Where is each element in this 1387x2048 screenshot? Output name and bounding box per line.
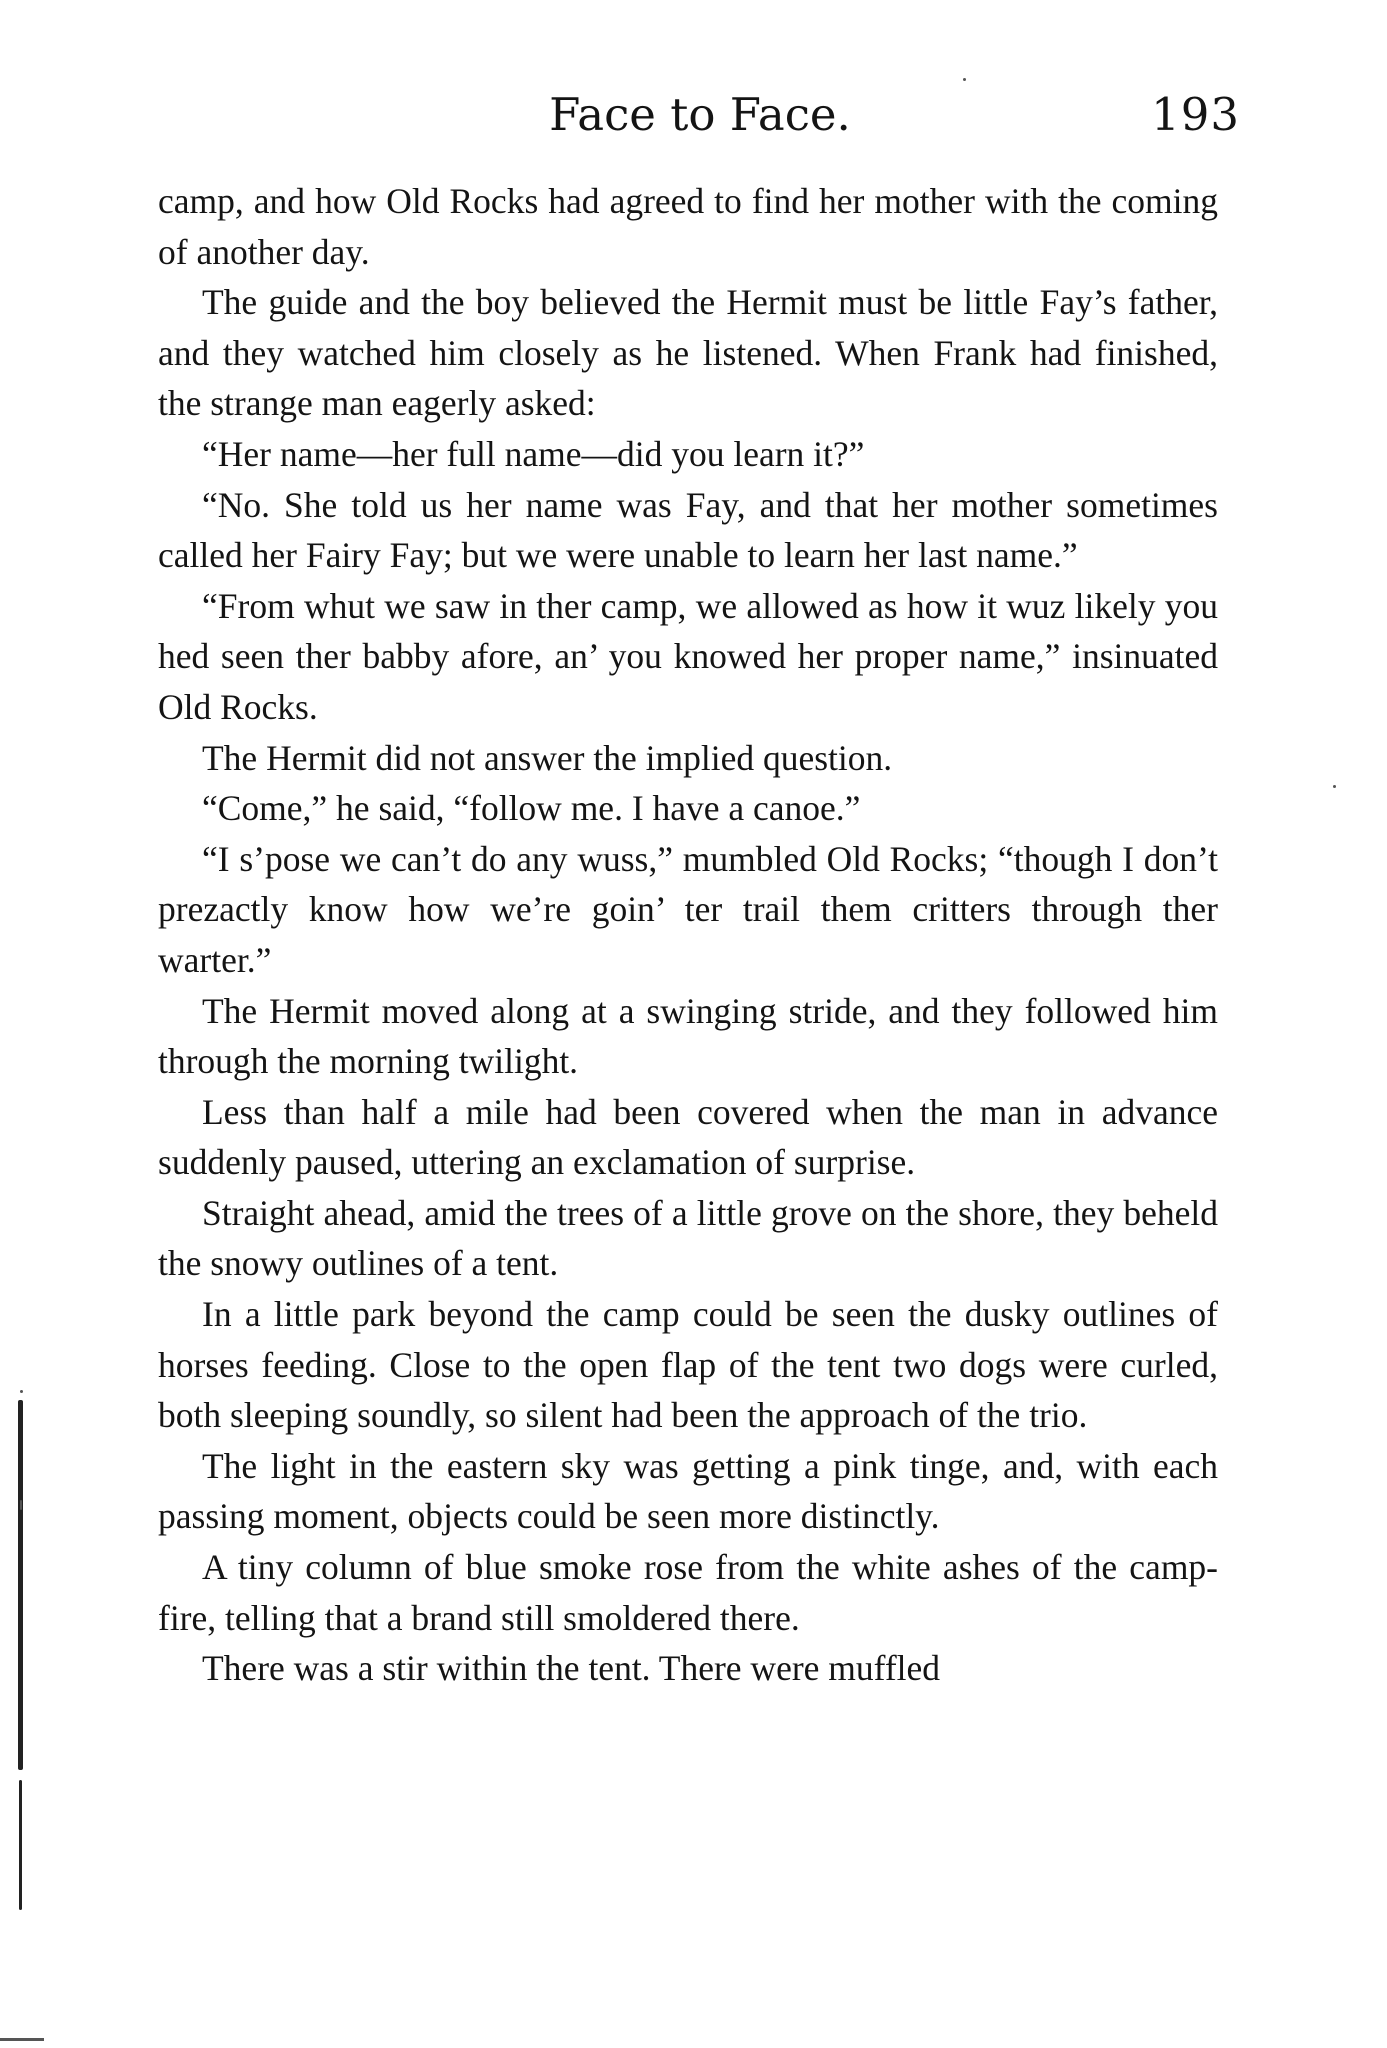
scan-speck bbox=[1333, 785, 1336, 788]
paragraph: “I s’pose we can’t do any wuss,” mumbled Old Rocks; “though I don’t prezactly know how we’re goin’ ter trail them critters through ther warter.” bbox=[158, 838, 1218, 980]
binding-shadow-mark bbox=[18, 1400, 23, 1770]
body-text bbox=[158, 176, 1218, 1694]
page-number: 193 bbox=[1151, 88, 1240, 141]
paragraph: A tiny column of blue smoke rose from the white ashes of the camp-fire, telling that a brand still smoldered there. bbox=[158, 1547, 1218, 1638]
paragraph: camp, and how Old Rocks had agreed to find her mother with the coming of another day. bbox=[158, 181, 1218, 272]
paragraph: “Her name—her full name—did you learn it?” bbox=[202, 433, 865, 474]
page-header bbox=[160, 80, 1240, 150]
scan-speck bbox=[20, 1390, 23, 1393]
scan-speck bbox=[963, 78, 966, 81]
paragraph: Less than half a mile had been covered when the man in advance suddenly paused, uttering an exclamation of surprise. bbox=[158, 1091, 1218, 1183]
scan-edge-mark bbox=[0, 2038, 44, 2041]
paragraph: The Hermit did not answer the implied question. bbox=[202, 737, 893, 778]
binding-shadow-mark bbox=[19, 1780, 22, 1910]
paragraph: There was a stir within the tent. There were muffled bbox=[202, 1648, 941, 1689]
paragraph: “No. She told us her name was Fay, and that her mother sometimes called her Fairy Fay; but we were unable to learn her last name.” bbox=[158, 484, 1218, 576]
paragraph: “Come,” he said, “follow me. I have a canoe.” bbox=[202, 788, 861, 829]
scan-speck bbox=[20, 1500, 22, 1510]
paragraph: “From whut we saw in ther camp, we allowed as how it wuz likely you hed seen ther babby afore, an’ you knowed her proper name,” insinuated Old Rocks. bbox=[158, 585, 1218, 727]
paragraph: The Hermit moved along at a swinging stride, and they followed him through the morning twilight. bbox=[158, 990, 1218, 1082]
paragraph: Straight ahead, amid the trees of a little grove on the shore, they beheld the snowy outlines of a tent. bbox=[158, 1192, 1218, 1284]
paragraph: The guide and the boy believed the Hermit must be little Fay’s father, and they watched him closely as he listened. When Frank had finished, the strange man eagerly asked: bbox=[158, 282, 1218, 424]
running-title: Face to Face. bbox=[549, 88, 851, 141]
paragraph: In a little park beyond the camp could be seen the dusky outlines of horses feeding. Close to the open flap of the tent two dogs were curled, both sleeping soundly, so silent had been the approach of the trio. bbox=[158, 1294, 1218, 1436]
paragraph: The light in the eastern sky was getting a pink tinge, and, with each passing moment, objects could be seen more distinctly. bbox=[158, 1445, 1218, 1537]
